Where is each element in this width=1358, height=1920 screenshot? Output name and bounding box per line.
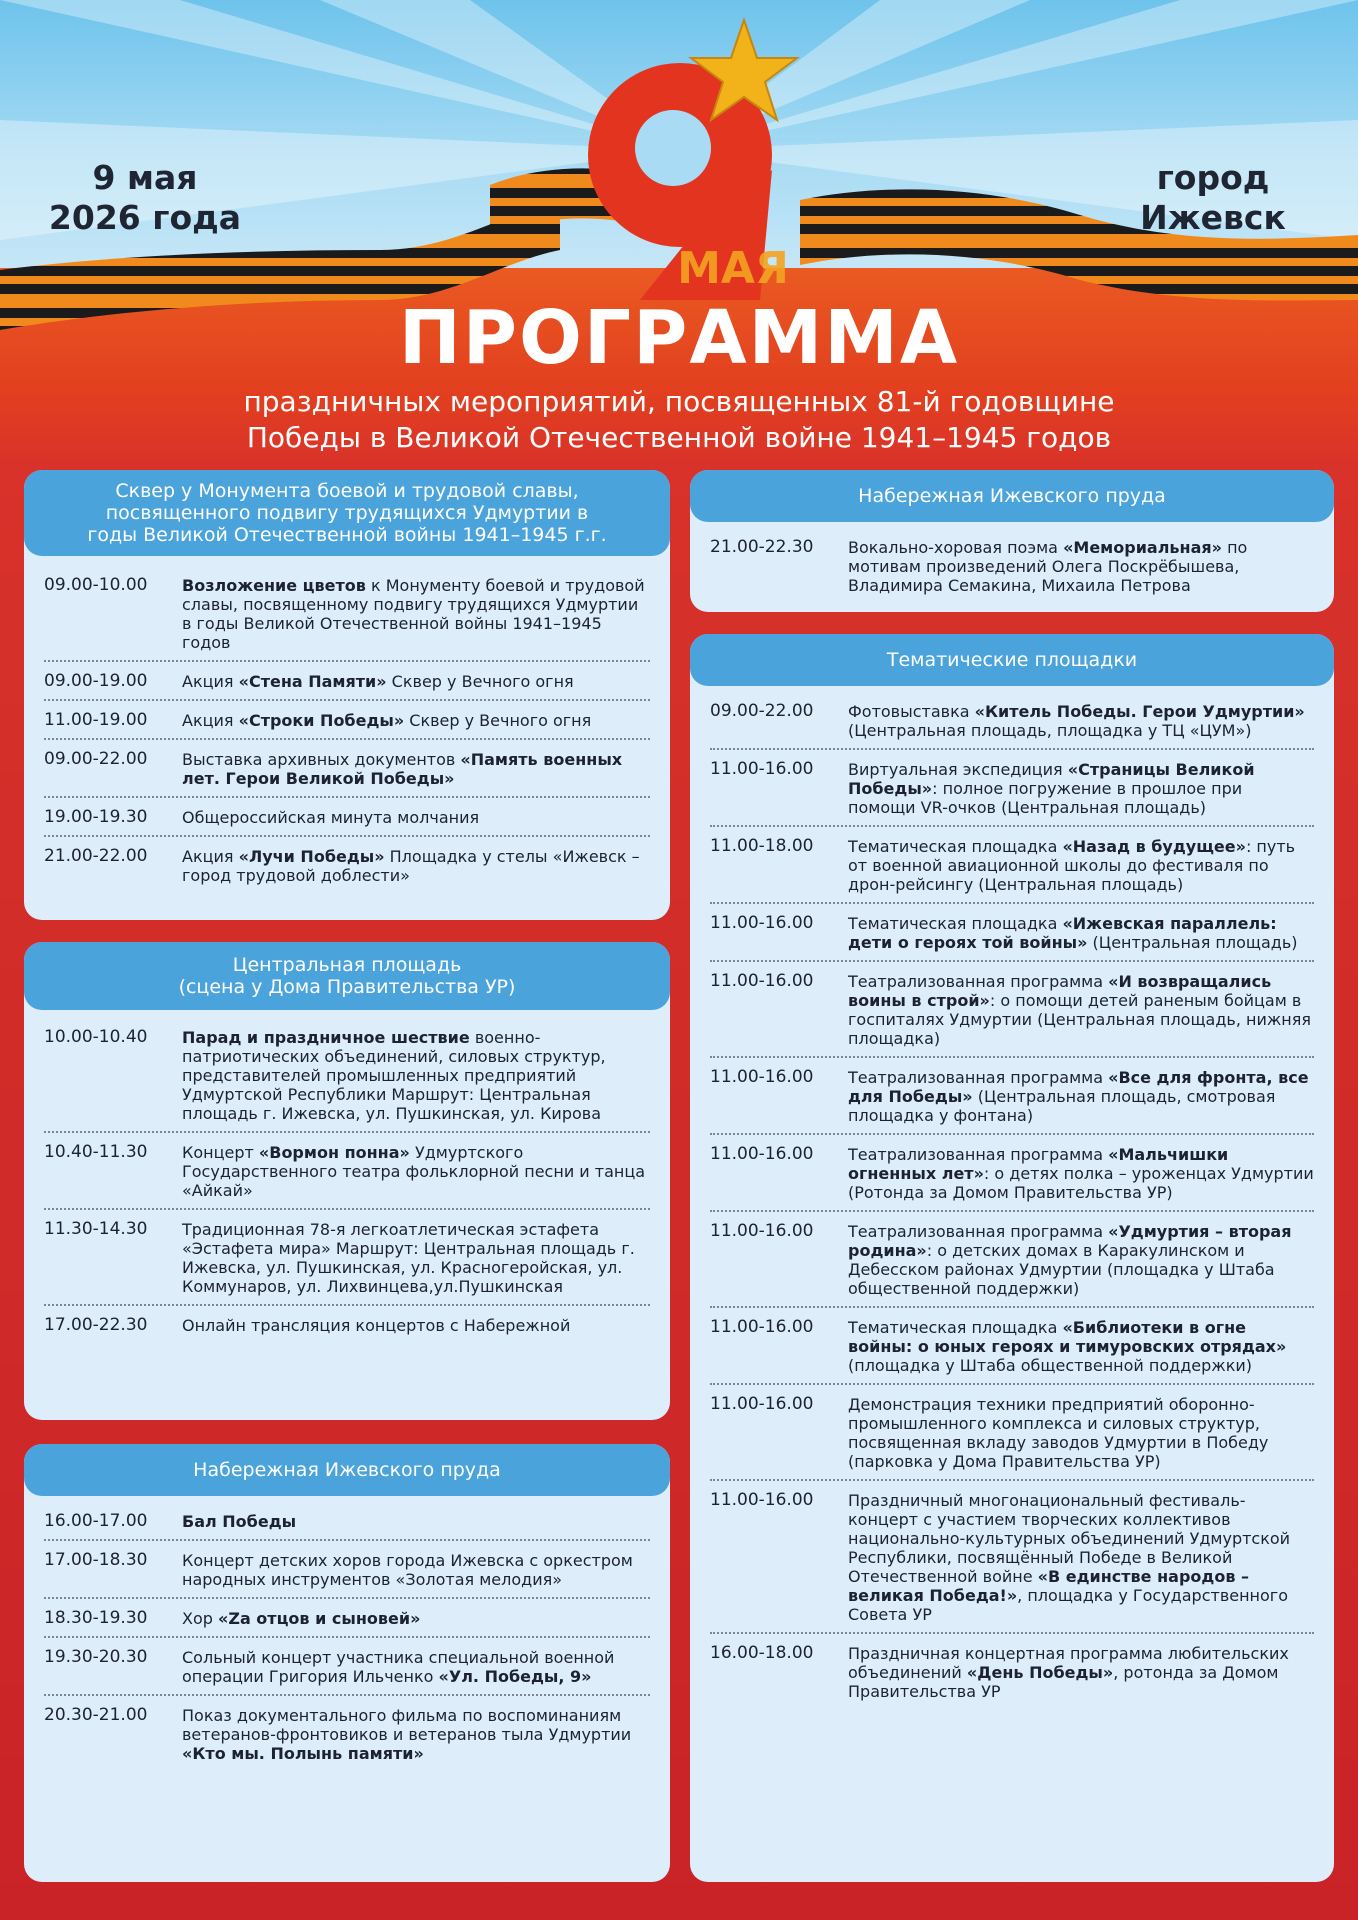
schedule-row [44,1599,650,1638]
event-text: : о детских домах в Каракулинском и Дебесском районах Удмуртии (площадка у Штаба общественной поддержки) [848,1241,1275,1298]
event-text: Концерт [182,1143,259,1162]
event-text: Демонстрация техники предприятий оборонно-промышленного комплекса и силовых структур, посвященная вкладу заводов Удмуртии в Победу (парковка у Дома Правительства УР) [848,1395,1269,1471]
schedule-time: 20.30-21.00 [44,1705,148,1725]
event-name: «Вормон понна» [258,1143,410,1162]
event-date: 9 мая 2026 года [48,158,242,237]
schedule-description [848,760,1314,817]
schedule-time: 11.00-16.00 [710,1394,814,1414]
schedule-description [182,808,650,827]
schedule-row [44,566,650,662]
schedule-row [44,701,650,740]
event-text: , площадка у Государственного Совета УР [848,1586,1288,1624]
event-name: Бал Победы [182,1512,297,1531]
event-text: Акция [182,847,239,866]
event-text: по мотивам произведений Олега Поскрёбышева, Владимира Семакина, Михаила Петрова [848,538,1248,595]
event-text: Фотовыставка [848,702,975,721]
venue-heading-line: Набережная Ижевского пруда [858,485,1166,507]
schedule-time: 10.40-11.30 [44,1142,148,1162]
venue-block-embankment-right [690,470,1334,612]
event-text: Тематическая площадка [848,1318,1063,1337]
venue-heading [24,1444,670,1496]
schedule-time: 19.00-19.30 [44,807,148,827]
schedule-time: 11.00-19.00 [44,710,148,730]
event-text: Виртуальная экспедиция [848,760,1068,779]
schedule-description [848,1222,1314,1298]
event-name: «Все для фронта, все для Победы» [848,1068,1309,1106]
event-text: Праздничный многонациональный фестиваль-концерт с участием творческих коллективов национально-культурных объединений Удмуртской Республики, посвящённый Победе в Великой Отечественной войне [848,1491,1291,1586]
event-name: «День Победы» [966,1663,1114,1682]
event-text: военно-патриотических объединений, силовых структур, представителей промышленных предприятий Удмуртской Республики Маршрут: Центральная площадь г. Ижевска, ул. Пушкинская, ул. Кирова [182,1028,606,1123]
schedule-description [848,914,1314,952]
schedule-row [44,740,650,798]
event-text: : о помощи детей раненым бойцам в госпиталях Удмуртии (Центральная площадь, нижняя площадка) [848,991,1311,1048]
schedule-description [182,1609,650,1628]
schedule-row [710,827,1314,904]
schedule-description [182,1648,650,1686]
schedule-description [848,1068,1314,1125]
emblem-word: МАЯ [677,243,789,294]
schedule-time: 09.00-10.00 [44,575,148,595]
schedule-description [182,1512,650,1531]
event-text: (площадка у Штаба общественной поддержки) [848,1356,1253,1375]
page-subtitle: праздничных мероприятий, посвященных 81-й годовщине Победы в Великой Отечественной войне 1941–1945 годов [243,385,1115,454]
event-name: «Zа отцов и сыновей» [218,1609,421,1628]
schedule-time: 11.00-18.00 [710,836,814,856]
schedule-row [710,1634,1314,1709]
event-name: «Память военных лет. Герои Великой Победы» [182,750,623,788]
schedule-row [44,1502,650,1541]
event-text: Акция [182,711,239,730]
event-text: Театрализованная программа [848,972,1109,991]
event-text: (Центральная площадь) [1087,933,1298,952]
schedule-row [710,692,1314,750]
schedule-list [710,692,1314,1709]
schedule-description [848,972,1314,1048]
schedule-list [44,1018,650,1343]
venue-heading-line: годы Великой Отечественной войны 1941–1945 г.г. [87,524,607,546]
event-text: Театрализованная программа [848,1068,1109,1087]
event-name: «Китель Победы. Герои Удмуртии» [974,702,1305,721]
schedule-time: 10.00-10.40 [44,1027,148,1047]
event-text: Онлайн трансляция концертов с Набережной [182,1316,571,1335]
event-text: Общероссийская минута молчания [182,808,480,827]
schedule-row [710,1135,1314,1212]
venue-heading [24,470,670,556]
schedule-row [710,750,1314,827]
schedule-description [182,1220,650,1296]
event-name: «В единстве народов – великая Победа!» [848,1567,1250,1605]
venue-heading-line: (сцена у Дома Правительства УР) [178,976,516,998]
event-name: «Мемориальная» [1063,538,1222,557]
event-name: Возложение цветов [182,576,366,595]
venue-heading [690,470,1334,522]
page-title: ПРОГРАММА [398,295,960,381]
venue-heading-line: Сквер у Монумента боевой и трудовой славы, [115,480,579,502]
event-text: Тематическая площадка [848,837,1063,856]
schedule-time: 11.00-16.00 [710,1221,814,1241]
schedule-row [44,1696,650,1771]
schedule-row [44,798,650,837]
schedule-row [44,662,650,701]
schedule-row [710,1212,1314,1308]
schedule-list [710,528,1314,603]
schedule-time: 09.00-22.00 [710,701,814,721]
event-text: : о детях полка – уроженцах Удмуртии (Ротонда за Домом Правительства УР) [848,1164,1314,1202]
schedule-description [182,1316,650,1335]
schedule-time: 11.00-16.00 [710,759,814,779]
event-text: Праздничная концертная программа любительских объединений [848,1644,1289,1682]
schedule-time: 11.30-14.30 [44,1219,148,1239]
schedule-time: 21.00-22.30 [710,537,814,557]
event-name: «Кто мы. Полынь памяти» [182,1744,424,1763]
event-name: «Удмуртия – вторая родина» [848,1222,1292,1260]
event-name: «Мальчишки огненных лет» [848,1145,1229,1183]
event-text: Сквер у Вечного огня [386,672,574,691]
schedule-list [44,566,650,893]
schedule-row [710,1385,1314,1481]
schedule-row [710,904,1314,962]
event-name: «И возвращались воины в строй» [848,972,1272,1010]
schedule-row [44,1133,650,1210]
event-text: Удмуртского Государственного театра фольклорной песни и танца «Айкай» [182,1143,646,1200]
schedule-description [182,1706,650,1763]
event-name: «Ул. Победы, 9» [438,1667,592,1686]
schedule-time: 19.30-20.30 [44,1647,148,1667]
event-name: «Ижевская параллель: дети о героях той войны» [848,914,1277,952]
event-text: : полное погружение в прошлое при помощи VR-очков (Центральная площадь) [848,779,1243,817]
event-text: Театрализованная программа [848,1145,1109,1164]
event-text: Традиционная 78-я легкоатлетическая эстафета «Эстафета мира» Маршрут: Центральная площадь г. Ижевска, ул. Пушкинская, ул. Красногеройская, ул. Коммунаров, ул. Лихвинцева,ул.Пушкинская [182,1220,635,1296]
event-name: «Лучи Победы» [238,847,385,866]
event-text: Показ документального фильма по воспоминаниям ветеранов-фронтовиков и ветеранов тыла Удмуртии [182,1706,632,1744]
event-text: Тематическая площадка [848,914,1063,933]
schedule-row [44,1018,650,1133]
schedule-row [44,1306,650,1343]
event-name: «Библиотеки в огне войны: о юных героях и тимуровских отрядах» [848,1318,1287,1356]
venue-block-thematic [690,634,1334,1882]
schedule-time: 11.00-16.00 [710,971,814,991]
event-text: Театрализованная программа [848,1222,1109,1241]
schedule-description [182,750,650,788]
event-name: Парад и праздничное шествие [182,1028,470,1047]
schedule-time: 09.00-19.00 [44,671,148,691]
event-text: Вокально-хоровая поэма [848,538,1064,557]
event-text: Акция [182,672,239,691]
event-text: Выставка архивных документов [182,750,461,769]
schedule-description [182,711,650,730]
schedule-time: 18.30-19.30 [44,1608,148,1628]
schedule-description [848,1145,1314,1202]
event-name: «Назад в будущее» [1062,837,1246,856]
event-city: город Ижевск [1140,158,1286,237]
event-text: (Центральная площадь, смотровая площадка у фонтана) [848,1087,1276,1125]
venue-heading-line: посвященного подвигу трудящихся Удмуртии в [105,502,589,524]
schedule-row [710,1058,1314,1135]
venue-heading [24,942,670,1010]
schedule-description [182,1143,650,1200]
event-text: Концерт детских хоров города Ижевска с оркестром народных инструментов «Золотая мелодия» [182,1551,633,1589]
event-name: «Стена Памяти» [238,672,387,691]
venue-block-embankment [24,1444,670,1882]
venue-block-central-square [24,942,670,1420]
schedule-time: 11.00-16.00 [710,1317,814,1337]
schedule-description [848,1395,1314,1471]
schedule-time: 17.00-22.30 [44,1315,148,1335]
schedule-description [182,1551,650,1589]
schedule-time: 17.00-18.30 [44,1550,148,1570]
schedule-description [182,1028,650,1123]
schedule-row [44,1638,650,1696]
schedule-list [44,1502,650,1771]
schedule-time: 11.00-16.00 [710,1490,814,1510]
schedule-row [710,528,1314,603]
schedule-description [848,1644,1314,1701]
schedule-description [182,672,650,691]
schedule-time: 11.00-16.00 [710,1067,814,1087]
event-text: , ротонда за Домом Правительства УР [848,1663,1279,1701]
schedule-description [848,837,1314,894]
schedule-row [710,1308,1314,1385]
event-text: Хор [182,1609,218,1628]
event-text: : путь от военной авиационной школы до фестиваля по дрон-рейсингу (Центральная площадь) [848,837,1296,894]
schedule-time: 16.00-17.00 [44,1511,148,1531]
venue-heading-line: Центральная площадь [232,954,462,976]
event-text: (Центральная площадь, площадка у ТЦ «ЦУМ») [848,721,1252,740]
schedule-time: 11.00-16.00 [710,913,814,933]
schedule-row [44,1541,650,1599]
schedule-description [848,1491,1314,1624]
schedule-time: 21.00-22.00 [44,846,148,866]
schedule-row [710,962,1314,1058]
schedule-time: 11.00-16.00 [710,1144,814,1164]
schedule-row [44,837,650,893]
venue-heading-line: Тематические площадки [886,649,1138,671]
event-name: «Страницы Великой Победы» [848,760,1255,798]
schedule-description [848,538,1314,595]
schedule-time: 16.00-18.00 [710,1643,814,1663]
event-name: «Строки Победы» [238,711,405,730]
schedule-description [182,847,650,885]
schedule-description [182,576,650,652]
schedule-row [44,1210,650,1306]
schedule-row [710,1481,1314,1634]
venue-block-monument [24,470,670,920]
schedule-description [848,702,1314,740]
schedule-description [848,1318,1314,1375]
venue-heading [690,634,1334,686]
venue-heading-line: Набережная Ижевского пруда [193,1459,501,1481]
schedule-time: 09.00-22.00 [44,749,148,769]
event-text: Сольный концерт участника специальной военной операции Григория Ильченко [182,1648,615,1686]
event-text: к Монументу боевой и трудовой славы, посвященному подвигу трудящихся Удмуртии в годы Великой Отечественной войны 1941–1945 годов [182,576,645,652]
event-text: Площадка у стелы «Ижевск – город трудовой доблести» [182,847,640,885]
event-text: Сквер у Вечного огня [404,711,592,730]
